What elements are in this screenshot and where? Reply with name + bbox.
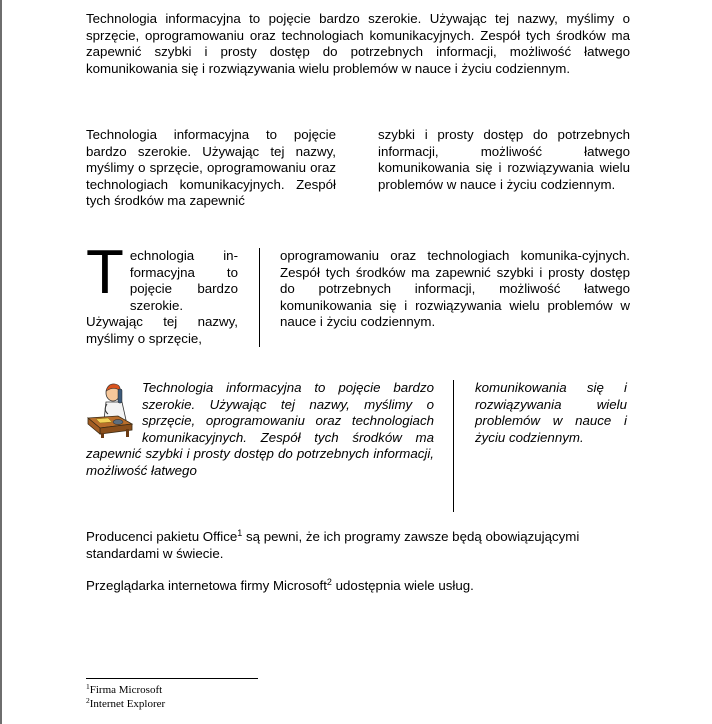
dropcap-column-right (280, 248, 630, 331)
footnote-item (86, 697, 386, 711)
text-run: są pewni, że ich programy zawsze będą obowiązującymi standardami w świecie. (86, 529, 580, 561)
man-on-phone-clipart-icon (86, 380, 138, 438)
two-column-left (86, 127, 336, 210)
text-run: udostępnia wiele usług. (331, 578, 474, 593)
clipart-column-right (475, 380, 627, 446)
column-divider (453, 380, 454, 512)
column-text: Technologia informacyjna to pojęcie bardzo szerokie. Używając tej nazwy, myślimy o sprzęcie, oprogramowaniu oraz technologiach komunikacyjnych. Zespół tych środków ma zapewnić (86, 127, 336, 208)
paragraph-browser (86, 578, 630, 595)
column-text: oprogramowaniu oraz technologiach komunika-cyjnych. Zespół tych środków ma zapewnić szybki i prosty dostęp do potrzebnych informacji, możliwość łatwego komunikowania się i rozwiązywania wielu problemów w nauce i życiu codziennym. (280, 248, 630, 329)
footnote-text: Firma Microsoft (89, 684, 163, 696)
column-text: komunikowania się i rozwiązywania wielu problemów w nauce i życiu codziennym. (475, 380, 627, 445)
footnote-separator (86, 678, 258, 679)
column-divider (259, 248, 260, 347)
clipart-column-left (86, 380, 434, 479)
footnote-reference[interactable]: 2 (326, 577, 332, 587)
column-text: Technologia informacyjna to pojęcie bardzo szerokie. Używając tej nazwy, myślimy o sprzęcie, oprogramowaniu oraz technologiach komunikacyjnych. Zespół tych środków ma zapewnić szybki i prosty dostęp do potrzebnych informacji, możliwość łatwego (86, 380, 434, 478)
paragraph-office (86, 529, 630, 562)
footnote-number: 2 (86, 696, 90, 705)
dropcap-column-left (86, 238, 238, 347)
footnoted-paragraphs (86, 529, 630, 595)
footnote-reference[interactable]: 1 (237, 528, 243, 538)
footnotes (86, 683, 386, 711)
footnote-item (86, 683, 386, 697)
footnote-text: Internet Explorer (89, 698, 166, 710)
paragraph-single-column (86, 11, 630, 77)
text-run: Przeglądarka internetowa firmy Microsoft (86, 578, 327, 593)
text-run: Producenci pakietu Office (86, 529, 238, 544)
column-text: szybki i prosty dostęp do potrzebnych informacji, możliwość łatwego komunikowania się i rozwiązywania wielu problemów w nauce i życiu codziennym. (378, 127, 630, 192)
footnote-number: 1 (86, 682, 90, 691)
two-column-right (378, 127, 630, 193)
drop-cap-letter: T (86, 238, 124, 307)
column-text: echnologia in-formacyjna to pojęcie bardzo szerokie. Używając tej nazwy, myślimy o sprzęcie, (86, 248, 238, 346)
page-left-edge (0, 0, 2, 724)
paragraph-text: Technologia informacyjna to pojęcie bardzo szerokie. Używając tej nazwy, myślimy o sprzęcie, oprogramowaniu oraz technologiach komunikacyjnych. Zespół tych środków ma zapewnić szybki i prosty dostęp do potrzebnych informacji, możliwość łatwego komunikowania się i rozwiązywania wielu problemów w nauce i życiu codziennym. (86, 11, 630, 76)
